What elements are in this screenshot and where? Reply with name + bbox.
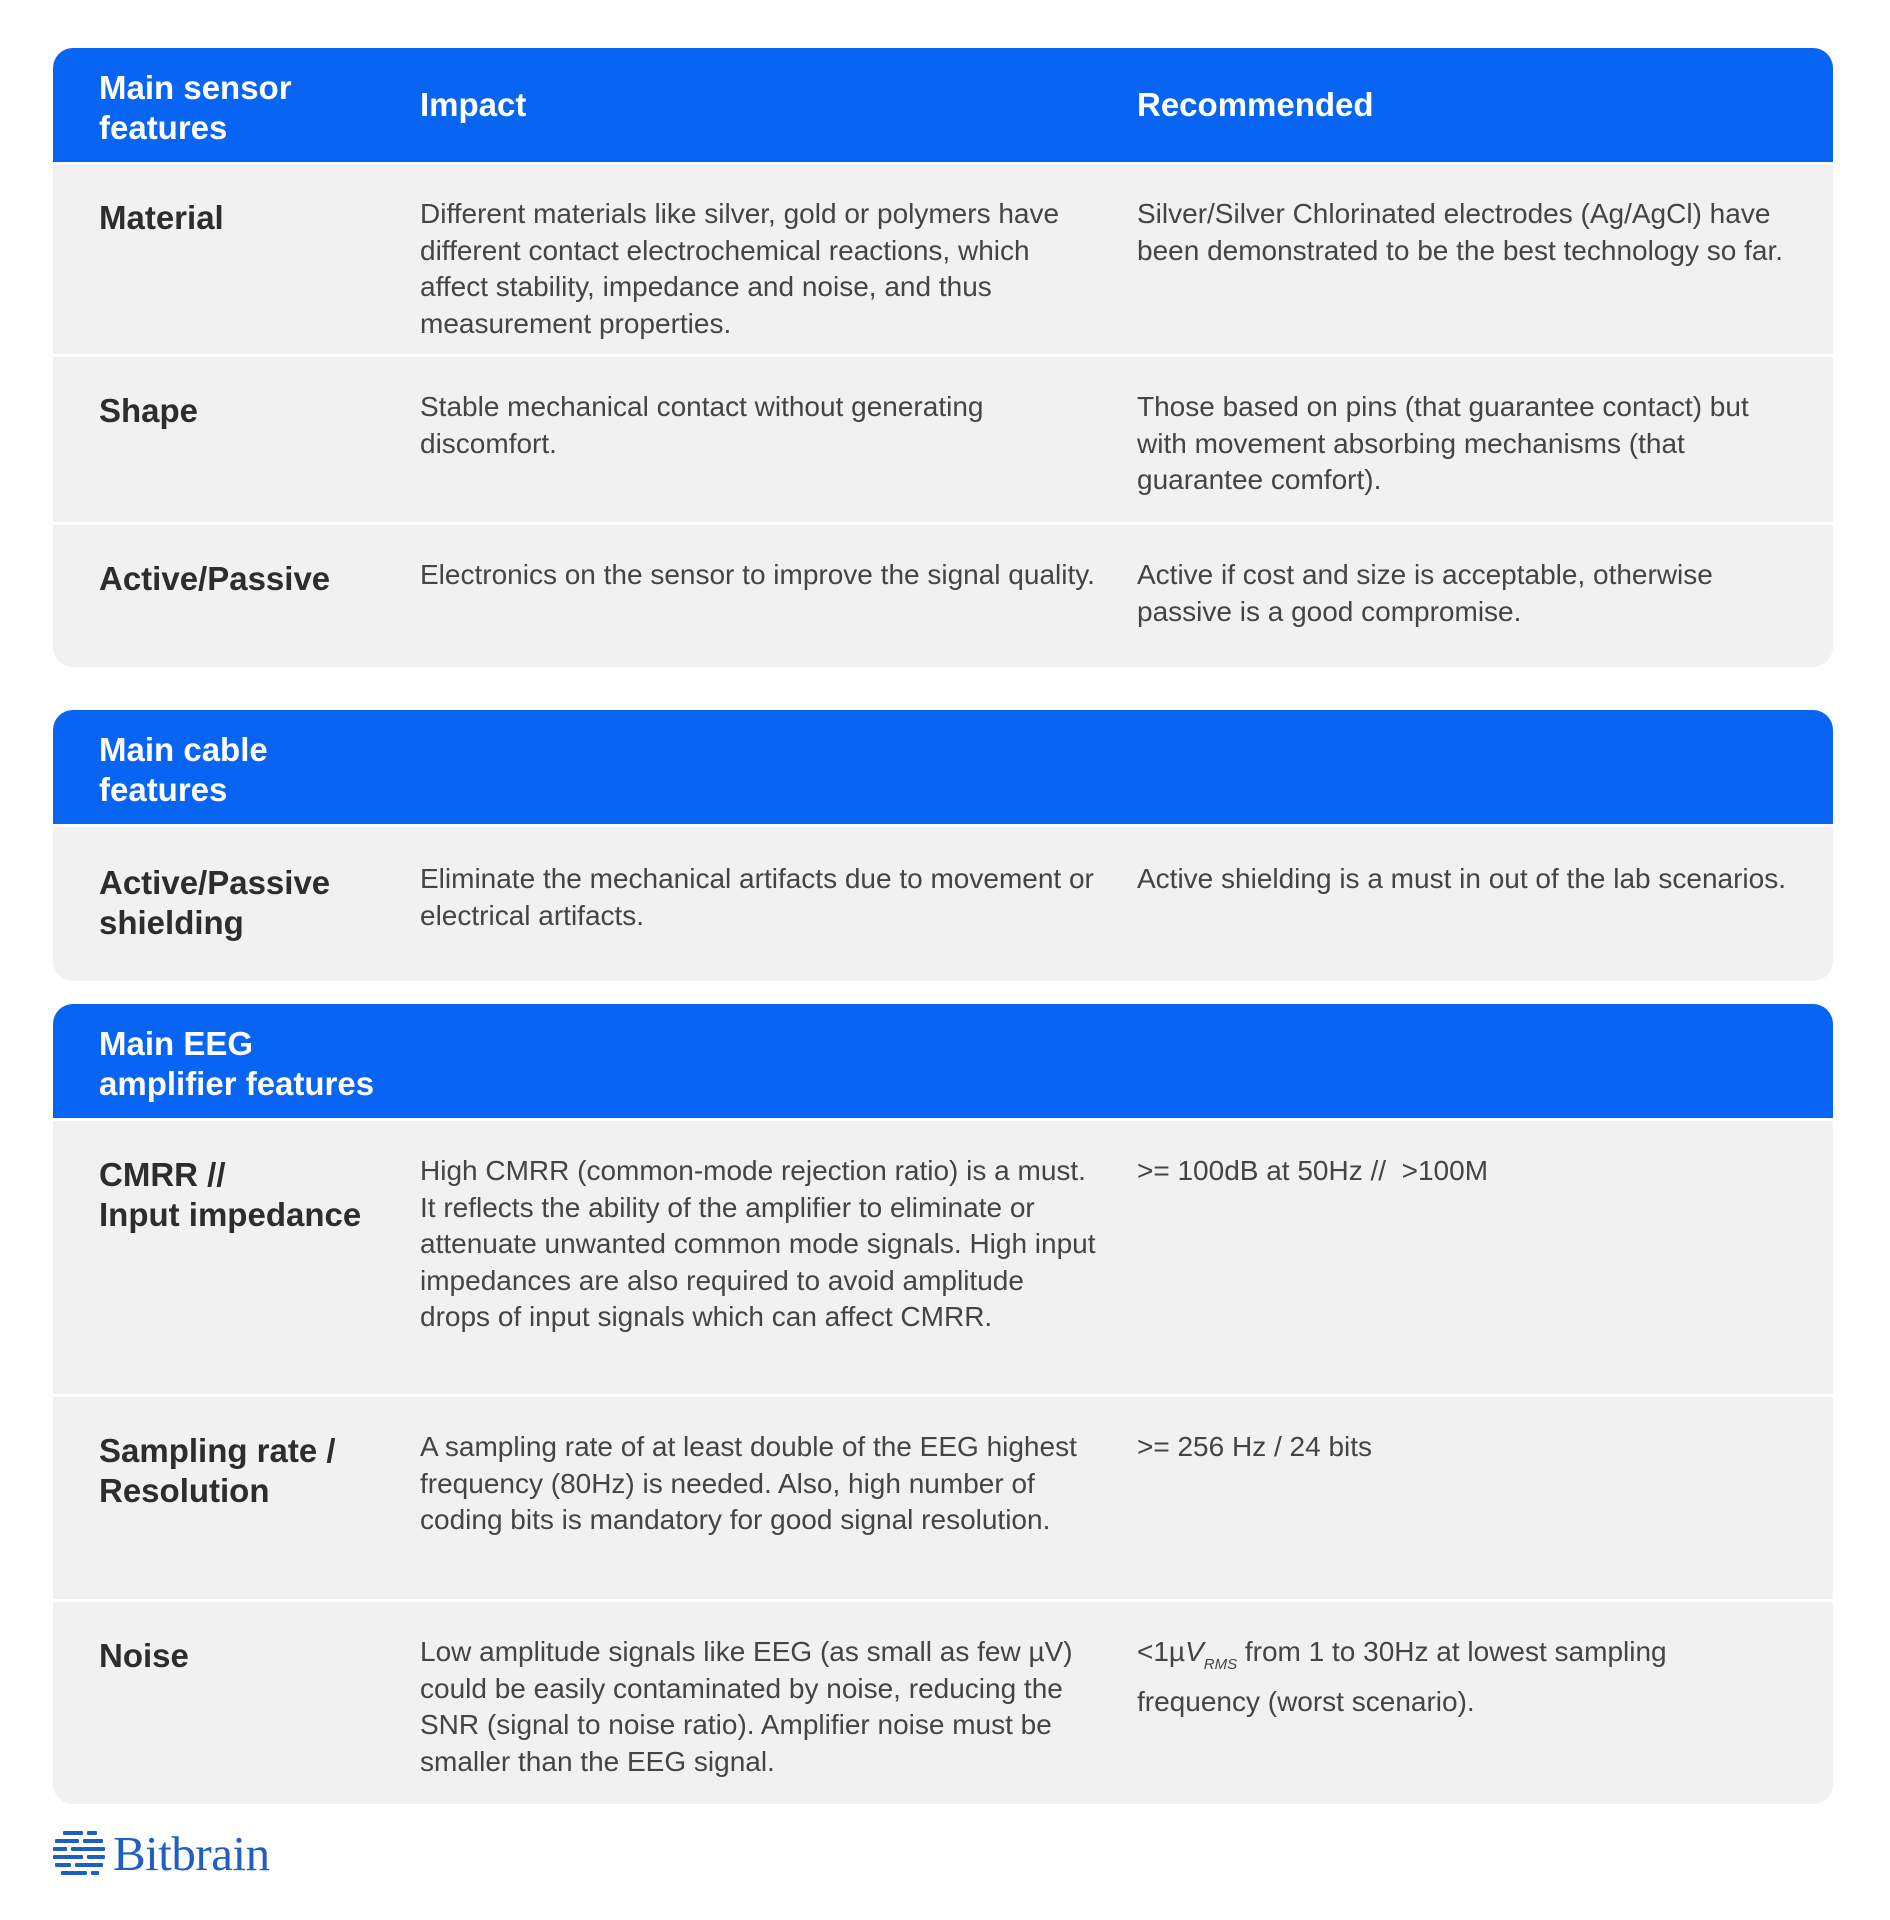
- impact-text: A sampling rate of at least double of the EEG highest frequency (80Hz) is needed. Also, high number of coding bits is mandatory for good signal resolution.: [420, 1431, 1077, 1535]
- impact-text: Low amplitude signals like EEG (as small as few µV) could be easily contaminated by noise, reducing the SNR (signal to noise ratio). Amplifier noise must be smaller than the EEG signal.: [420, 1636, 1073, 1777]
- feature-label: CMRR // Input impedance: [99, 1156, 362, 1233]
- recommended-text: <1µV$_{RMS}$ from 1 to 30Hz at lowest sampling frequency (worst scenario).: [1137, 1636, 1667, 1717]
- impact-text: Eliminate the mechanical artifacts due to movement or electrical artifacts.: [420, 863, 1094, 931]
- table-row-material: [53, 162, 1833, 354]
- header-main-eeg-amplifier-features: Main EEG amplifier features: [99, 1025, 375, 1102]
- table-row-shielding: [53, 824, 1833, 981]
- table-row-shape: [53, 354, 1833, 522]
- impact-text: Different materials like silver, gold or polymers have different contact electrochemical reactions, which affect stability, impedance and noise, and thus measurement properties.: [420, 198, 1060, 339]
- cable-table-header: [53, 710, 1833, 824]
- recommended-text: >= 256 Hz / 24 bits: [1137, 1431, 1373, 1462]
- recommended-text: Silver/Silver Chlorinated electrodes (Ag/AgCl) have been demonstrated to be the best technology so far.: [1137, 198, 1783, 266]
- impact-text: Stable mechanical contact without generating discomfort.: [420, 391, 984, 459]
- table-row-noise: [53, 1599, 1833, 1804]
- feature-label: Sampling rate / Resolution: [99, 1432, 336, 1509]
- impact-text: Electronics on the sensor to improve the signal quality.: [420, 559, 1095, 590]
- table-row-active-passive: [53, 522, 1833, 667]
- sensor-features-table: [53, 48, 1833, 667]
- bitbrain-logo-text: Bitbrain: [113, 1825, 270, 1881]
- feature-label: Material: [99, 199, 224, 236]
- recommended-text: Those based on pins (that guarantee contact) but with movement absorbing mechanisms (that guarantee comfort).: [1137, 391, 1749, 495]
- impact-text: High CMRR (common-mode rejection ratio) is a must. It reflects the ability of the amplifier to eliminate or attenuate unwanted common mode signals. High input impedances are also required to avoid amplitude drops of input signals which can affect CMRR.: [420, 1155, 1096, 1332]
- header-main-sensor-features: Main sensor features: [99, 69, 292, 146]
- feature-label: Active/Passive: [99, 560, 331, 597]
- header-recommended: Recommended: [1137, 86, 1374, 123]
- header-main-cable-features: Main cable features: [99, 731, 268, 808]
- feature-label: Active/Passive shielding: [99, 864, 331, 941]
- feature-label: Noise: [99, 1637, 189, 1674]
- table-row-cmrr: [53, 1118, 1833, 1394]
- cable-features-table: [53, 710, 1833, 981]
- recommended-text: Active shielding is a must in out of the lab scenarios.: [1137, 863, 1787, 894]
- sensor-table-header: [53, 48, 1833, 162]
- recommended-text: >= 100dB at 50Hz // >100M: [1137, 1155, 1489, 1186]
- table-row-sampling-rate: [53, 1394, 1833, 1599]
- amplifier-features-table: [53, 1004, 1833, 1804]
- feature-label: Shape: [99, 392, 199, 429]
- bitbrain-logo: [53, 1825, 270, 1881]
- amplifier-table-header: [53, 1004, 1833, 1118]
- header-impact: Impact: [420, 86, 527, 123]
- recommended-text: Active if cost and size is acceptable, otherwise passive is a good compromise.: [1137, 559, 1713, 627]
- bitbrain-logo-icon: [53, 1829, 105, 1877]
